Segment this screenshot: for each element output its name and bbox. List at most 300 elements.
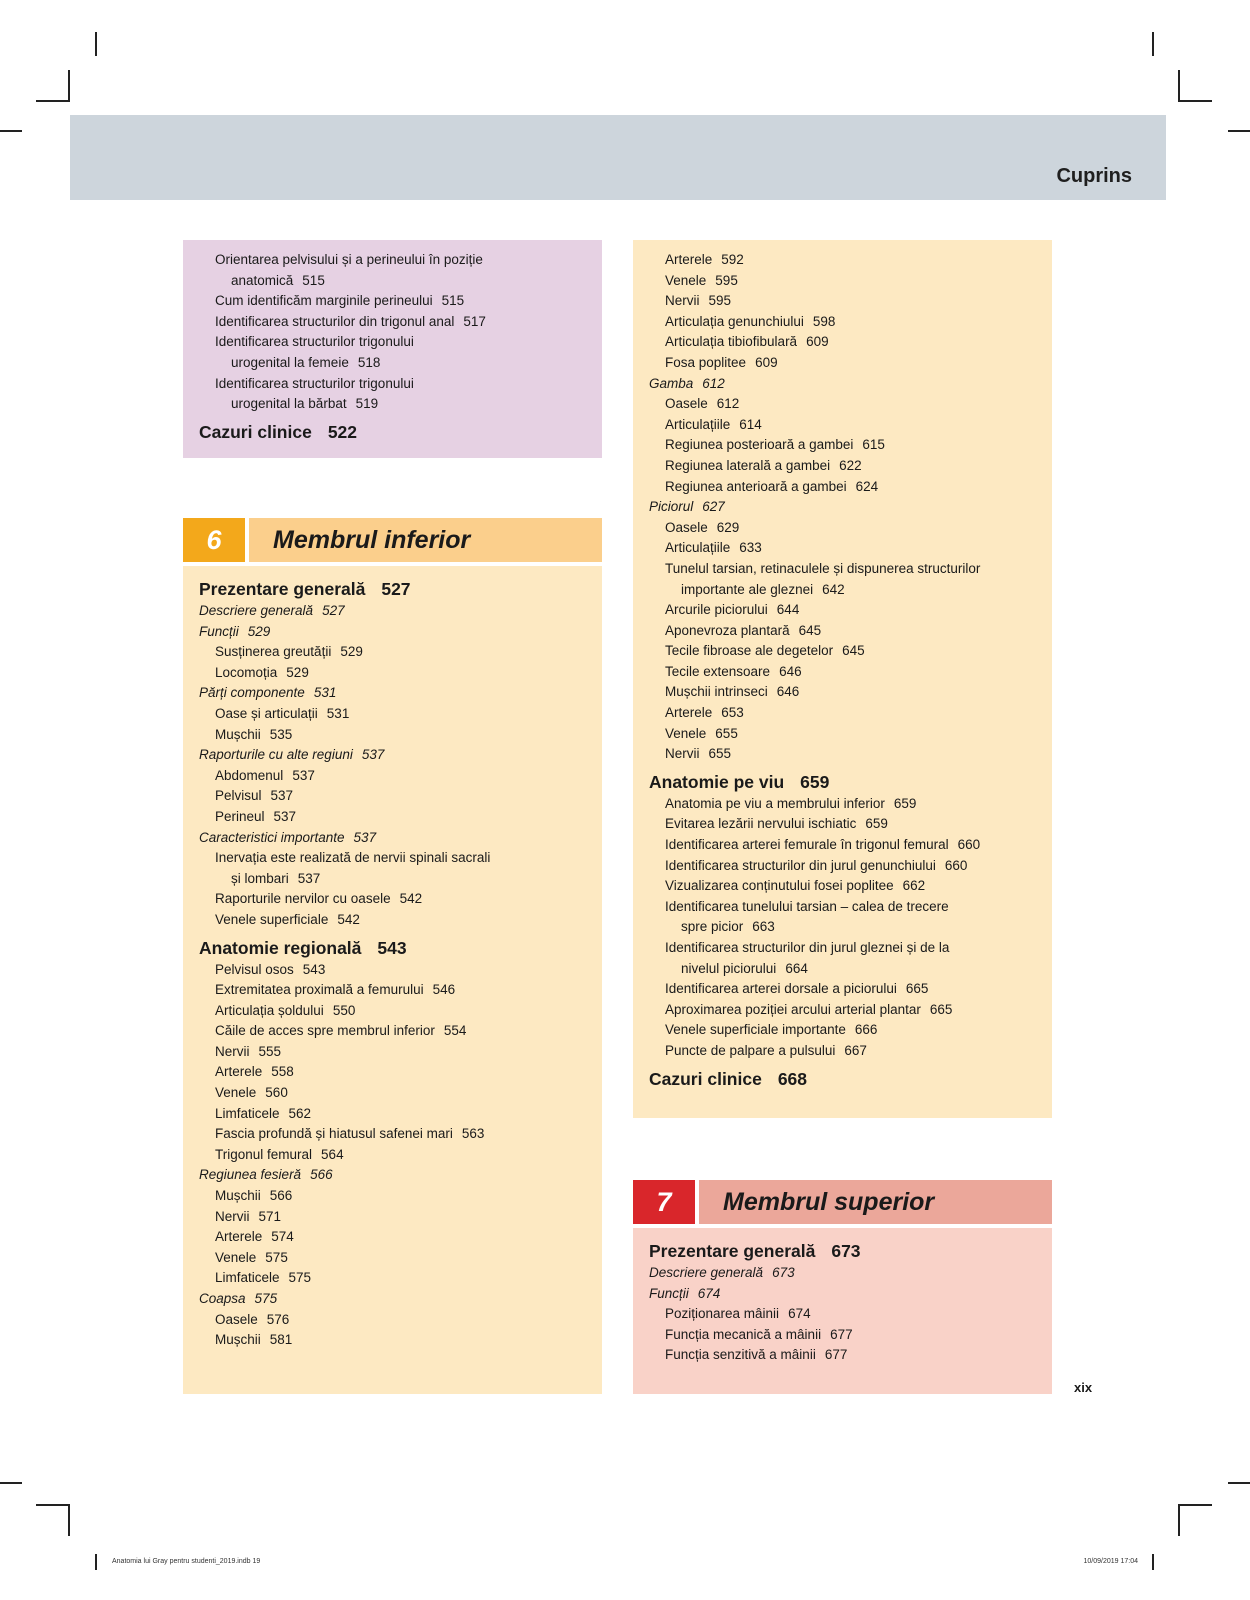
toc-entry-title: Anatomie pe viu [649, 771, 785, 792]
toc-entry-title: Fosa poplitee [665, 354, 747, 370]
toc-entry-title: Raporturile nervilor cu oasele [215, 891, 391, 907]
crop-mark [1228, 1482, 1250, 1484]
crop-mark [1152, 1554, 1154, 1570]
toc-entry-page: 668 [777, 1068, 808, 1089]
toc-entry-title: Venele [215, 1085, 257, 1101]
toc-entry [649, 518, 1036, 539]
toc-entry [199, 353, 586, 374]
toc-entry [649, 1263, 1036, 1284]
toc-entry [199, 980, 586, 1001]
toc-entry-page: 566 [269, 1188, 293, 1204]
toc-entry-title: Funcția senzitivă a mâinii [665, 1347, 816, 1363]
toc-entry-title: Extremitatea proximală a femurului [215, 982, 424, 998]
toc-entry-page: 612 [716, 396, 740, 412]
toc-entry-page: 522 [327, 421, 358, 442]
toc-entry-title: Identificarea structurilor din jurul gleznei și de la [665, 940, 950, 955]
toc-entry-page: 575 [288, 1270, 312, 1286]
chapter-number: 7 [633, 1180, 695, 1224]
toc-entry [649, 897, 1036, 918]
toc-entry-page: 537 [273, 808, 297, 824]
toc-entry [649, 959, 1036, 980]
toc-entry-page: 674 [788, 1306, 811, 1322]
toc-entry-title: Raporturile cu alte regiuni [199, 747, 353, 763]
toc-panel-chapter6 [183, 566, 602, 1394]
toc-entry-page: 566 [310, 1167, 333, 1183]
toc-entry [649, 1041, 1036, 1062]
toc-entry-page: 537 [361, 747, 385, 763]
crop-mark [1178, 100, 1212, 102]
toc-entry-title: Aproximarea poziției arcului arterial plantar [665, 1001, 921, 1017]
toc-list [649, 1240, 1036, 1366]
toc-entry-title: Identificarea arterei dorsale a piciorului [665, 981, 897, 997]
toc-entry [199, 1062, 586, 1083]
toc-entry-title: Identificarea tunelului tarsian – calea de trecere [665, 898, 949, 914]
toc-entry-title: Funcția mecanică a mâinii [665, 1326, 822, 1342]
toc-entry-title: Anatomia pe viu a membrului inferior [665, 795, 885, 811]
toc-entry-page: 664 [785, 960, 808, 976]
toc-entry [199, 622, 586, 643]
toc-entry-title: Regiunea posterioară a gambei [665, 437, 854, 453]
toc-entry [199, 1042, 586, 1063]
toc-entry-title: Identificarea structurilor trigonului [215, 375, 414, 391]
toc-entry-title: Nervii [215, 1043, 250, 1059]
toc-entry-page: 575 [265, 1249, 288, 1265]
toc-entry-page: 615 [862, 437, 885, 453]
toc-entry [199, 869, 586, 890]
toc-entry-title: Arterele [215, 1229, 263, 1245]
toc-entry-page: 609 [806, 334, 829, 350]
toc-entry [199, 1124, 586, 1145]
toc-entry-page: 622 [839, 457, 862, 473]
crop-mark [95, 32, 97, 56]
toc-entry-page: 537 [292, 767, 315, 783]
toc-entry-title: și lombari [231, 870, 289, 886]
toc-entry-page: 673 [831, 1241, 861, 1261]
toc-entry [199, 312, 586, 333]
toc-entry [199, 271, 586, 292]
toc-section-heading [199, 421, 586, 443]
toc-entry [199, 1083, 586, 1104]
chapter-title: Membrul inferior [249, 518, 602, 562]
toc-section-heading [649, 771, 1036, 793]
toc-entry-page: 627 [702, 499, 725, 515]
toc-entry-page: 673 [772, 1265, 795, 1280]
toc-entry-page: 659 [800, 771, 830, 792]
toc-entry [649, 394, 1036, 415]
chapter6-heading [183, 518, 602, 562]
toc-section-heading [649, 1068, 1036, 1090]
toc-entry-page: 659 [893, 795, 917, 811]
toc-entry-page: 515 [302, 272, 325, 288]
toc-section-heading [649, 1240, 1036, 1262]
toc-entry-page: 614 [739, 416, 762, 432]
header-band [70, 115, 1166, 200]
toc-entry [199, 1248, 586, 1269]
toc-entry [649, 291, 1036, 312]
toc-entry-page: 527 [381, 579, 411, 599]
toc-list [199, 578, 586, 1351]
toc-entry-title: Descriere generală [649, 1265, 764, 1280]
toc-entry-title: Oase și articulații [215, 705, 318, 721]
toc-entry [199, 889, 586, 910]
toc-entry-title: Trigonul femural [215, 1146, 313, 1162]
page-number: xix [1074, 1380, 1093, 1395]
toc-list [649, 250, 1036, 1090]
toc-entry-title: Venele superficiale [215, 911, 329, 927]
chapter-number: 6 [183, 518, 245, 562]
toc-entry-page: 624 [855, 478, 879, 494]
toc-entry [199, 601, 586, 622]
toc-entry-title: Cum identificăm marginile perineului [215, 293, 433, 309]
toc-entry-title: Piciorul [649, 499, 694, 515]
toc-entry [199, 1289, 586, 1310]
toc-entry-title: Venele [665, 272, 707, 288]
toc-entry [649, 835, 1036, 856]
toc-entry-title: Arcurile piciorului [665, 602, 768, 618]
toc-entry [649, 271, 1036, 292]
toc-entry [199, 683, 586, 704]
toc-entry-title: Articulațiile [665, 416, 731, 432]
toc-entry-page: 659 [865, 816, 888, 832]
toc-entry-title: Poziționarea mâinii [665, 1306, 780, 1322]
toc-entry-page: 542 [399, 891, 423, 907]
toc-entry-title: Părți componente [199, 685, 305, 701]
toc-entry-page: 537 [297, 870, 321, 886]
toc-entry [199, 828, 586, 849]
page-header-title: Cuprins [1056, 165, 1132, 187]
toc-entry [649, 662, 1036, 683]
toc-entry [199, 663, 586, 684]
toc-entry-title: Regiunea fesieră [199, 1167, 302, 1183]
toc-entry [649, 312, 1036, 333]
toc-entry-page: 581 [269, 1332, 293, 1348]
toc-entry-title: Venele superficiale importante [665, 1022, 846, 1038]
toc-entry-title: Identificarea structurilor din trigonul anal [215, 313, 455, 329]
toc-entry [649, 374, 1036, 395]
toc-entry-title: Identificarea arterei femurale în trigonul femural [665, 837, 949, 853]
toc-entry-title: Limfaticele [215, 1105, 280, 1121]
toc-entry [199, 1165, 586, 1186]
toc-entry-title: urogenital la bărbat [231, 396, 347, 412]
toc-entry-page: 531 [313, 685, 337, 701]
toc-entry [199, 1104, 586, 1125]
toc-entry [199, 786, 586, 807]
toc-entry [649, 1345, 1036, 1366]
toc-entry [649, 814, 1036, 835]
toc-entry-page: 558 [271, 1064, 294, 1080]
toc-entry-title: Inervația este realizată de nervii spinali sacrali [215, 850, 491, 866]
toc-entry [199, 394, 586, 415]
toc-entry-page: 550 [332, 1002, 356, 1018]
toc-entry [199, 1021, 586, 1042]
toc-entry-title: Nervii [665, 293, 700, 309]
toc-entry-title: Regiunea laterală a gambei [665, 457, 831, 473]
toc-entry-page: 576 [266, 1311, 290, 1327]
toc-entry [649, 724, 1036, 745]
toc-entry-title: Abdomenul [215, 767, 284, 783]
toc-entry-page: 564 [321, 1146, 344, 1162]
toc-entry-title: Articulația genunchiului [665, 313, 804, 329]
toc-entry-title: Arterele [665, 252, 713, 267]
toc-entry-page: 543 [302, 961, 326, 977]
toc-entry [649, 580, 1036, 601]
toc-entry [199, 745, 586, 766]
toc-entry-title: Cazuri clinice [199, 421, 312, 442]
toc-entry [649, 559, 1036, 580]
toc-entry-page: 562 [288, 1105, 312, 1121]
toc-entry-page: 660 [944, 857, 968, 873]
toc-entry-page: 543 [377, 937, 407, 958]
toc-entry-page: 653 [721, 705, 744, 721]
toc-entry [649, 456, 1036, 477]
toc-entry-page: 645 [842, 643, 865, 659]
toc-entry [649, 477, 1036, 498]
toc-entry-title: Coapsa [199, 1291, 246, 1306]
toc-entry [199, 1001, 586, 1022]
toc-entry [649, 1304, 1036, 1325]
toc-entry [199, 725, 586, 746]
print-slug-file: Anatomia lui Gray pentru studenti_2019.indb 19 [112, 1558, 261, 1565]
toc-entry [199, 1145, 586, 1166]
crop-mark [36, 1504, 70, 1506]
toc-entry-title: nivelul piciorului [681, 960, 777, 976]
toc-panel-chapter6-continued [633, 240, 1052, 1118]
toc-entry-title: spre picior [681, 919, 744, 935]
toc-entry-page: 662 [902, 878, 926, 894]
toc-entry [649, 917, 1036, 938]
toc-entry-title: Articulația tibiofibulară [665, 334, 798, 350]
toc-entry-title: Mușchii [215, 1188, 261, 1204]
toc-entry-title: Puncte de palpare a pulsului [665, 1042, 836, 1058]
toc-entry [199, 1268, 586, 1289]
toc-entry [199, 960, 586, 981]
toc-entry-page: 555 [258, 1043, 282, 1059]
toc-entry-page: 563 [461, 1126, 485, 1142]
toc-entry-title: Arterele [215, 1064, 263, 1080]
crop-mark [1228, 130, 1250, 132]
toc-entry-page: 674 [697, 1285, 721, 1301]
toc-list [199, 250, 586, 443]
toc-entry-page: 644 [776, 602, 800, 618]
toc-entry-page: 663 [752, 919, 775, 935]
toc-entry-page: 667 [844, 1042, 867, 1058]
toc-entry-page: 527 [322, 603, 345, 618]
toc-entry-title: Anatomie regională [199, 937, 362, 958]
toc-entry-title: Funcții [199, 623, 239, 639]
toc-entry-title: Evitarea lezării nervului ischiatic [665, 816, 857, 832]
toc-entry [199, 910, 586, 931]
toc-entry-title: importante ale gleznei [681, 581, 814, 597]
toc-entry-page: 642 [822, 581, 845, 597]
toc-entry [649, 856, 1036, 877]
toc-entry [649, 979, 1036, 1000]
toc-entry [199, 1207, 586, 1228]
toc-entry-title: Funcții [649, 1285, 689, 1301]
toc-entry-page: 531 [326, 705, 350, 721]
toc-entry-page: 665 [929, 1001, 953, 1017]
toc-entry [199, 1310, 586, 1331]
toc-entry [649, 332, 1036, 353]
toc-entry [199, 291, 586, 312]
toc-entry [649, 435, 1036, 456]
crop-mark [1178, 1504, 1212, 1506]
toc-entry-title: Mușchii [215, 726, 261, 742]
toc-entry-title: Identificarea structurilor trigonului [215, 334, 414, 350]
toc-entry-page: 554 [443, 1023, 467, 1039]
toc-entry-title: Tunelul tarsian, retinaculele și dispunerea structurilor [665, 560, 981, 576]
print-slug-date: 10/09/2019 17:04 [1083, 1558, 1138, 1565]
toc-entry-title: Caracteristici importante [199, 829, 345, 845]
crop-mark [1178, 1506, 1180, 1536]
crop-mark [68, 1506, 70, 1536]
toc-entry-page: 546 [432, 982, 456, 998]
toc-entry-title: Tecile fibroase ale degetelor [665, 643, 834, 659]
toc-entry [649, 641, 1036, 662]
toc-entry-page: 665 [905, 981, 929, 997]
crop-mark [1178, 70, 1180, 100]
crop-mark [0, 130, 22, 132]
toc-entry-page: 629 [716, 519, 740, 535]
toc-entry-page: 529 [247, 623, 271, 639]
toc-entry-page: 519 [355, 396, 379, 412]
toc-entry-title: Venele [665, 725, 707, 741]
toc-entry-title: Mușchii intrinseci [665, 684, 768, 700]
toc-entry-page: 598 [812, 313, 836, 329]
toc-entry [649, 1325, 1036, 1346]
toc-entry [649, 538, 1036, 559]
toc-entry-page: 529 [286, 664, 309, 680]
toc-panel-chapter5-end [183, 240, 602, 458]
toc-panel-chapter7 [633, 1228, 1052, 1394]
toc-entry-page: 646 [779, 663, 802, 679]
toc-entry-page: 529 [340, 644, 363, 660]
toc-entry [199, 766, 586, 787]
toc-entry [649, 938, 1036, 959]
toc-entry-page: 571 [258, 1208, 282, 1224]
crop-mark [1152, 32, 1154, 56]
toc-entry-title: Descriere generală [199, 603, 314, 618]
toc-entry-title: Nervii [665, 746, 700, 762]
toc-entry-title: Oasele [665, 396, 708, 412]
toc-entry-page: 646 [776, 684, 800, 700]
toc-entry-title: urogenital la femeie [231, 354, 349, 370]
toc-entry-page: 633 [739, 540, 762, 556]
toc-entry-page: 612 [702, 375, 725, 391]
toc-entry-title: Mușchii [215, 1332, 261, 1348]
toc-entry [199, 374, 586, 395]
toc-entry-page: 660 [957, 837, 981, 853]
toc-entry-page: 517 [463, 313, 486, 329]
toc-section-heading [199, 578, 586, 600]
toc-entry [199, 848, 586, 869]
toc-entry-page: 515 [441, 293, 465, 309]
toc-entry-title: Limfaticele [215, 1270, 280, 1286]
toc-entry-page: 655 [715, 725, 738, 741]
toc-entry [649, 876, 1036, 897]
toc-entry [199, 807, 586, 828]
toc-entry [649, 703, 1036, 724]
toc-entry-title: Gamba [649, 375, 694, 391]
toc-entry-page: 666 [854, 1022, 878, 1038]
toc-entry-title: Prezentare generală [199, 579, 366, 599]
toc-entry-title: Pelvisul osos [215, 961, 294, 977]
toc-entry-title: Arterele [665, 705, 713, 721]
toc-entry-title: Pelvisul [215, 788, 262, 804]
chapter7-heading [633, 1180, 1052, 1224]
toc-entry-title: Nervii [215, 1208, 250, 1224]
toc-entry-title: anatomică [231, 272, 294, 288]
toc-entry-title: Aponevroza plantară [665, 622, 790, 638]
chapter-title: Membrul superior [699, 1180, 1052, 1224]
toc-entry-page: 542 [337, 911, 360, 927]
toc-entry-page: 592 [721, 252, 744, 267]
toc-entry-title: Fascia profundă și hiatusul safenei mari [215, 1126, 453, 1142]
toc-entry-title: Articulația șoldului [215, 1002, 324, 1018]
toc-entry-page: 535 [269, 726, 293, 742]
toc-entry [649, 1284, 1036, 1305]
toc-entry-title: Oasele [665, 519, 708, 535]
toc-entry-page: 595 [708, 293, 732, 309]
toc-entry [649, 497, 1036, 518]
crop-mark [0, 1482, 22, 1484]
toc-entry-page: 655 [708, 746, 732, 762]
toc-entry [199, 332, 586, 353]
toc-entry-page: 537 [353, 829, 377, 845]
toc-entry-page: 595 [715, 272, 738, 288]
toc-entry-title: Căile de acces spre membrul inferior [215, 1023, 435, 1039]
toc-entry [649, 682, 1036, 703]
toc-entry-page: 560 [265, 1085, 288, 1101]
crop-mark [95, 1554, 97, 1570]
toc-entry [199, 704, 586, 725]
toc-entry [649, 1020, 1036, 1041]
toc-entry-page: 575 [254, 1291, 278, 1306]
toc-entry-title: Vizualizarea conținutului fosei poplitee [665, 878, 894, 894]
toc-entry-title: Tecile extensoare [665, 663, 771, 679]
toc-entry-page: 574 [271, 1229, 294, 1245]
crop-mark [68, 70, 70, 100]
toc-entry [649, 744, 1036, 765]
toc-entry-title: Identificarea structurilor din jurul genunchiului [665, 857, 936, 873]
toc-entry [649, 250, 1036, 271]
toc-entry [649, 621, 1036, 642]
toc-entry-title: Regiunea anterioară a gambei [665, 478, 847, 494]
toc-entry [649, 794, 1036, 815]
toc-entry-page: 537 [270, 788, 294, 804]
crop-mark [36, 100, 70, 102]
toc-entry-page: 518 [357, 354, 381, 370]
toc-entry-page: 677 [830, 1326, 853, 1342]
toc-section-heading [199, 937, 586, 959]
toc-entry-title: Susținerea greutății [215, 644, 332, 660]
toc-entry-page: 645 [798, 622, 822, 638]
toc-entry [649, 353, 1036, 374]
toc-entry-title: Perineul [215, 808, 265, 824]
toc-entry [199, 642, 586, 663]
toc-entry-title: Venele [215, 1249, 257, 1265]
toc-entry [649, 415, 1036, 436]
toc-entry-page: 677 [824, 1347, 848, 1363]
toc-entry-title: Articulațiile [665, 540, 731, 556]
toc-entry [649, 600, 1036, 621]
toc-entry-title: Oasele [215, 1311, 258, 1327]
toc-entry-title: Prezentare generală [649, 1241, 816, 1261]
toc-entry-title: Cazuri clinice [649, 1068, 762, 1089]
toc-entry-page: 609 [755, 354, 778, 370]
toc-entry [649, 1000, 1036, 1021]
toc-entry [199, 1186, 586, 1207]
toc-entry [199, 1330, 586, 1351]
